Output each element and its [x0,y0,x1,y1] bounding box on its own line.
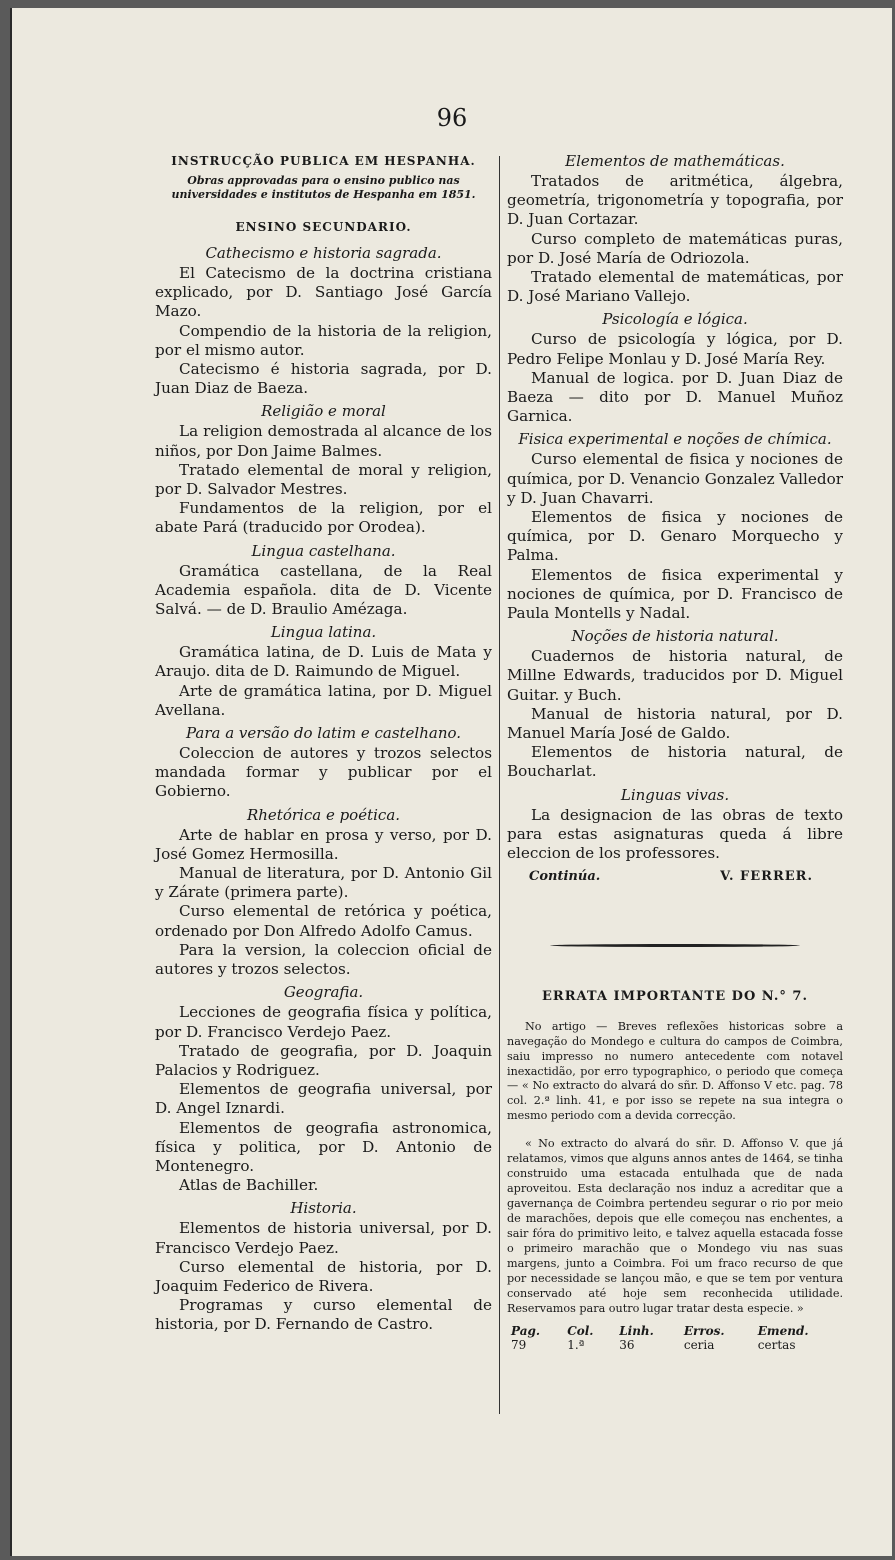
book-entry: Manual de literatura, por D. Antonio Gil y Zárate (primera parte). [155,864,492,902]
book-entry: El Catecismo de la doctrina cristiana explicado, por D. Santiago José García Mazo. [155,264,492,321]
book-entry: La designacion de las obras de texto para estas asignaturas queda á libre eleccion de los professores. [507,805,843,863]
errata-col-pag: Pag. [511,1323,541,1338]
subject-heading: Fisica experimental e noções de chímica. [518,430,832,449]
column-rule [499,156,500,1414]
book-entry: Tratado elemental de matemáticas, por D. José Mariano Vallejo. [507,268,843,306]
errata-cell-erros: ceria [683,1337,715,1352]
errata-table-header [507,1324,843,1338]
book-entry: Cuadernos de historia natural, de Millne Edwards, traducidos por D. Miguel Guitar. y Buch. [507,647,843,704]
book-entry: Atlas de Bachiller. [179,1176,319,1195]
book-entry: Gramática castellana, de la Real Academia española. dita de D. Vicente Salvá. — de D. Braulio Amézaga. [155,561,492,619]
book-entry: Coleccion de autores y trozos selectos mandada formar y publicar por el Gobierno. [155,744,492,801]
page-number: 96 [436,104,468,132]
book-entry: Elementos de fisica y nociones de química, por D. Genaro Morquecho y Palma. [507,508,843,565]
errata-cell-col: 1.ª [567,1337,585,1352]
book-entry: Para la version, la coleccion oficial de autores y trozos selectos. [155,940,492,979]
subject-heading: Elementos de mathemáticas. [565,152,785,170]
book-entry: Elementos de historia universal, por D. Francisco Verdejo Paez. [155,1219,492,1257]
subject-heading: Noções de historia natural. [571,627,779,646]
subject-heading: Geografia. [283,983,364,1002]
errata-col-linh: Linh. [619,1323,654,1338]
book-entry: Elementos de historia natural, de Boucharlat. [507,743,843,781]
errata-table-row [507,1338,843,1352]
book-entry: Gramática latina, de D. Luis de Mata y Araujo. dita de D. Raimundo de Miguel. [155,643,492,681]
subject-heading: Lingua latina. [270,623,377,642]
section-title: ENSINO SECUNDARIO. [235,220,412,234]
errata-cell-emend: certas [757,1337,796,1352]
book-entry: Curso de psicología y lógica, por D. Pedro Felipe Monlau y D. José María Rey. [507,330,843,368]
book-entry: Arte de gramática latina, por D. Miguel Avellana. [155,681,492,719]
book-entry: Curso completo de matemáticas puras, por D. José María de Odriozola. [507,229,843,267]
book-entry: Manual de historia natural, por D. Manuel María José de Galdo. [507,704,843,743]
book-entry: Curso elemental de retórica y poética, ordenado por Don Alfredo Adolfo Camus. [155,902,492,940]
author-name: V. FERRER. [720,869,813,885]
book-entry: Elementos de geografia astronomica, física y politica, por D. Antonio de Montenegro. [155,1118,492,1175]
right-column [507,148,843,1352]
errata-quote: « No extracto do alvará do sñr. D. Affonso V. que já relatamos, vimos que alguns annos antes de 1464, se tinha construido uma estacada entulhada que de nada aproveitou. Esta declaração nos induz a acreditar que a gavernança de Coimbra pertendeu segurar o rio por meio de marachões, depois que elle começou nas enchentes, a sair fóra do primitivo leito, e talvez aquella estacada fosse o primeiro marachão que o Mondego viu nas suas margens, junto a Coimbra. Foi um fraco recurso de que por necessidade se lançou mão, e que se tem por ventura conservado até hoje sem reconhecida utilidade. Reservamos para outro lugar tratar desta especie. » [507,1136,843,1315]
errata-table [507,1324,843,1352]
right-blocks [507,152,843,863]
subject-heading: Religião e moral [261,402,386,421]
subject-heading: Psicología e lógica. [602,310,748,329]
ornament-divider [550,944,800,947]
book-entry: Manual de logica. por D. Juan Diaz de Baeza — dito por D. Manuel Muñoz Garnica. [507,368,843,426]
book-entry: Elementos de fisica experimental y nociones de química, por D. Francisco de Paula Montells y Nadal. [507,565,843,623]
book-entry: Curso elemental de historia, por D. Joaquim Federico de Rivera. [155,1257,492,1295]
book-entry: Catecismo é historia sagrada, por D. Juan Diaz de Baeza. [155,360,492,398]
errata-cell-linh: 36 [619,1337,635,1352]
book-entry: Compendio de la historia de la religion, por el mismo autor. [155,321,492,359]
subject-heading: Linguas vivas. [620,785,730,804]
book-entry: Arte de hablar en prosa y verso, por D. José Gomez Hermosilla. [155,825,492,863]
article-title: INSTRUCÇÃO PUBLICA EM HESPANHA. [171,154,476,168]
signature [507,869,843,884]
book-entry: Tratado de geografia, por D. Joaquin Palacios y Rodriguez. [155,1041,492,1079]
subject-heading: Rhetórica e poética. [246,805,401,824]
book-entry: Fundamentos de la religion, por el abate Pará (traducido por Orodea). [155,499,492,537]
book-entry: Programas y curso elemental de historia, por D. Fernando de Castro. [155,1296,492,1334]
continua-label: Continúa. [529,869,601,885]
errata-text: No artigo — Breves reflexões historicas sobre a navegação do Mondego e cultura do campos de Coimbra, saiu impresso no numero antecedente com notavel inexactidão, por erro typographico, o periodo que começa — « No extracto do alvará do sñr. D. Affonso V etc. pag. 78 col. 2.ª linh. 41, e por isso se repete na sua integra o mesmo periodo com a devida correcção. [507,1020,843,1123]
book-entry: Tratado elemental de moral y religion, por D. Salvador Mestres. [155,460,492,499]
book-entry: La religion demostrada al alcance de los niños, por Don Jaime Balmes. [155,422,492,460]
errata-col-emend: Emend. [757,1323,809,1338]
errata-title: ERRATA IMPORTANTE DO N.° 7. [542,989,808,1005]
book-entry: Curso elemental de fisica y nociones de química, por D. Venancio Gonzalez Valledor y D. Juan Chavarri. [507,450,843,507]
subject-heading: Para a versão do latim e castelhano. [185,724,462,743]
errata-col-col: Col. [567,1323,594,1338]
book-entry: Tratados de aritmética, álgebra, geometría, trigonometría y topografia, por D. Juan Cortazar. [507,172,843,229]
page-sheet [10,8,892,1556]
subject-heading: Historia. [290,1199,357,1218]
book-entry: Lecciones de geografia física y política, por D. Francisco Verdejo Paez. [155,1003,492,1041]
article-subtitle: Obras approvadas para o ensino publico nas universidades e institutos de Hespanha em 1851. [171,174,476,201]
left-blocks [155,244,492,1335]
subject-heading: Cathecismo e historia sagrada. [205,244,442,262]
errata-cell-pag: 79 [511,1337,527,1352]
errata-col-erros: Erros. [683,1323,725,1338]
subject-heading: Lingua castelhana. [251,541,396,560]
left-column [155,148,492,1335]
book-entry: Elementos de geografia universal, por D. Angel Iznardi. [155,1080,492,1118]
